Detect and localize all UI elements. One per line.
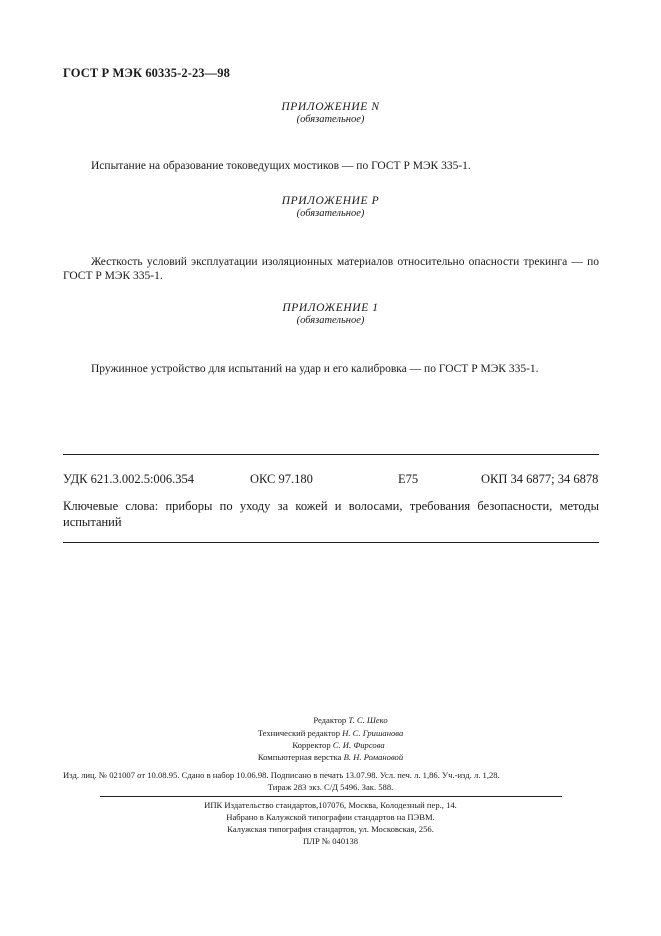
appendix-n-text: Испытание на образование токоведущих мостиков — по ГОСТ Р МЭК 335-1. (91, 160, 471, 172)
appendix-n-status: (обязательное) (296, 114, 365, 125)
publisher-line-3: Калужская типография стандартов, ул. Московская, 256. (227, 824, 434, 834)
appendix-1-title: ПРИЛОЖЕНИЕ 1 (282, 302, 379, 314)
okp-code: ОКП 34 6877; 34 6878 (481, 472, 599, 486)
appendix-p-title: ПРИЛОЖЕНИЕ Р (281, 195, 380, 207)
imprint-rule (100, 796, 562, 797)
oks-code: ОКС 97.180 (250, 472, 313, 486)
credit-corrector (0, 739, 661, 751)
appendix-n-title: ПРИЛОЖЕНИЕ N (281, 101, 380, 113)
publisher-line-1: ИПК Издательство стандартов,107076, Москва, Колодезный пер., 14. (204, 800, 457, 810)
credit-name: С. И. Фирсова (332, 740, 385, 750)
udk-code: УДК 621.3.002.5:006.354 (63, 472, 195, 486)
bottom-rule (63, 542, 599, 543)
credit-name: Н. С. Гришанова (342, 728, 404, 738)
credit-editor (0, 714, 661, 726)
credit-layout (0, 751, 661, 763)
appendix-1-text: Пружинное устройство для испытаний на удар и его калибровка — по ГОСТ Р МЭК 335-1. (91, 363, 539, 375)
credit-role: Технический редактор (257, 728, 341, 738)
credit-name: Т. С. Шеко (348, 715, 388, 725)
publisher-line-2: Набрано в Калужской типографии стандартов на ПЭВМ. (226, 812, 435, 822)
appendix-p-status: (обязательное) (296, 208, 365, 219)
publisher-line-4: ПЛР № 040138 (302, 836, 359, 846)
publication-line-1: Изд. лиц. № 021007 от 10.08.95. Сдано в набор 10.06.98. Подписано в печать 13.07.98. Усл. печ. л. 1,86. Уч.-изд. л. 1,28. (63, 770, 500, 780)
credit-role: Редактор (313, 715, 347, 725)
top-rule (63, 454, 599, 455)
document-designation: ГОСТ Р МЭК 60335-2-23—98 (63, 66, 230, 80)
keywords: Ключевые слова: приборы по уходу за кожей и волосами, требования безопасности, методы испытаний (63, 499, 599, 529)
credit-name: В. Н. Романовой (343, 752, 404, 762)
credit-role: Компьютерная верстка (257, 752, 342, 762)
appendix-p-text: Жесткость условий эксплуатации изоляционных материалов относительно опасности трекинга — по ГОСТ Р МЭК 335-1. (63, 256, 599, 282)
credit-tech-editor (0, 727, 661, 739)
group-code: Е75 (398, 472, 419, 486)
credit-role: Корректор (292, 740, 331, 750)
appendix-1-status: (обязательное) (296, 315, 365, 326)
publication-line-2: Тираж 283 экз. С/Д 5496. Зак. 588. (267, 782, 394, 792)
